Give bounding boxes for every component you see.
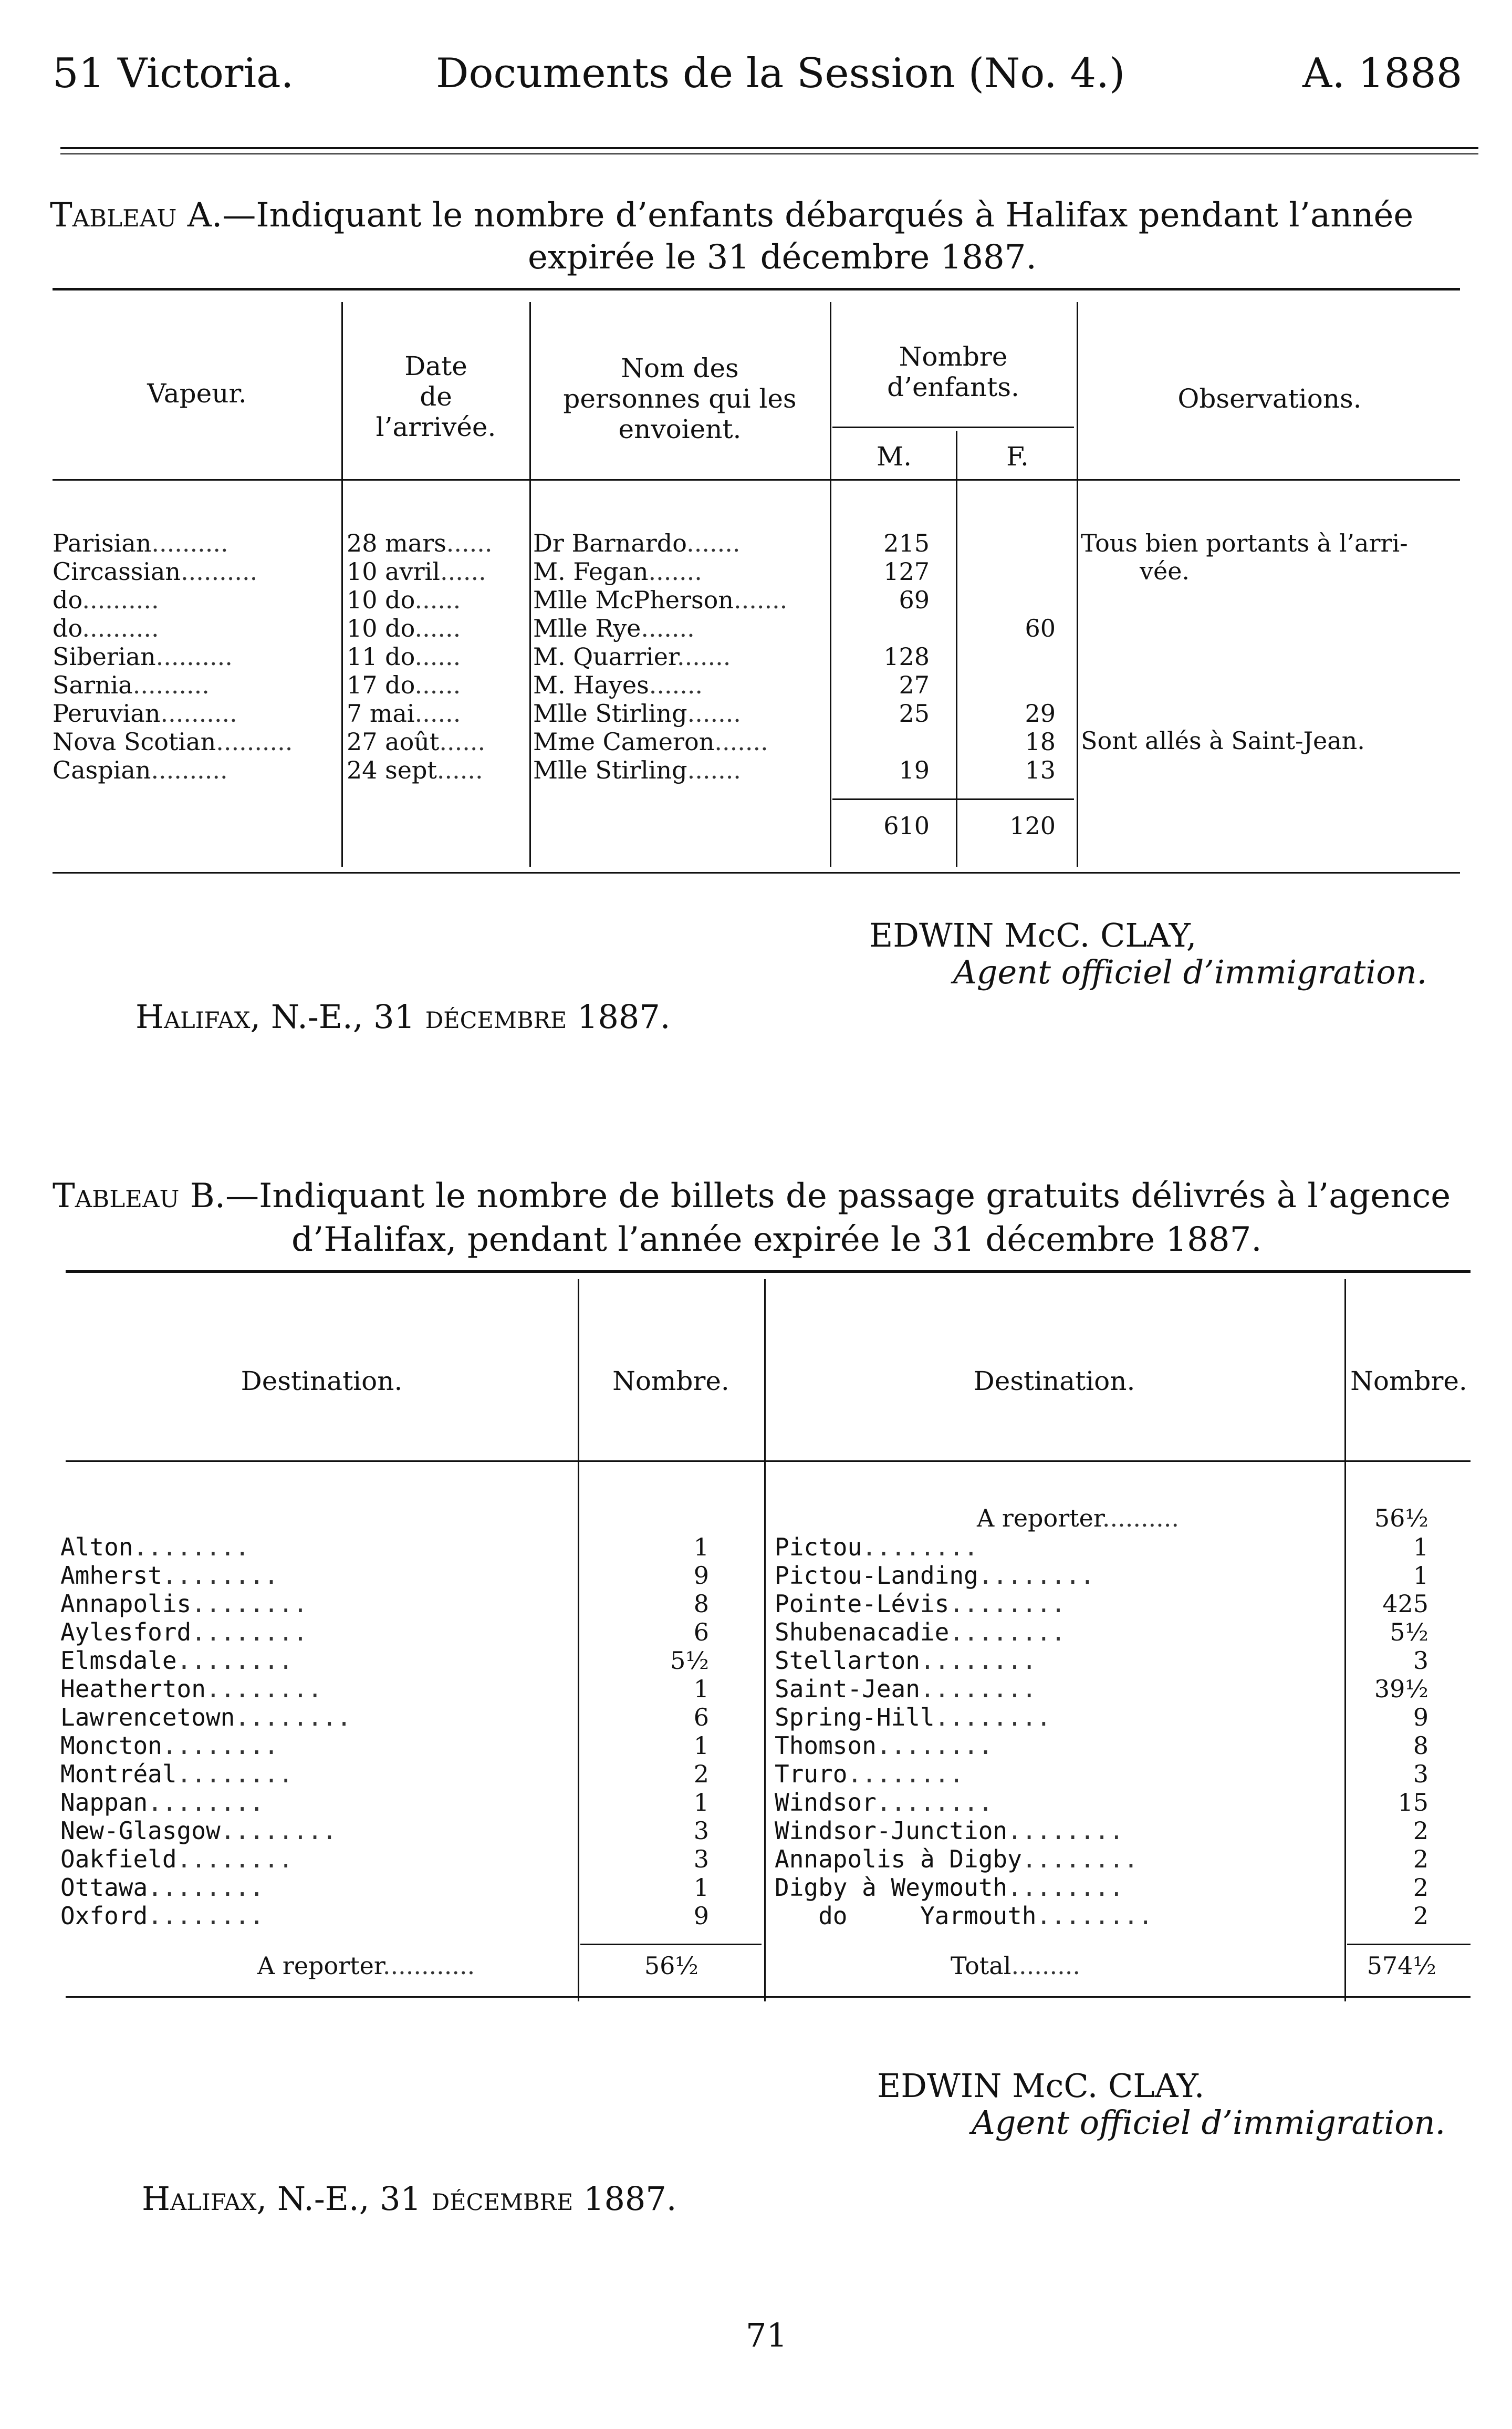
tableau-a-title-line2: expirée le 31 décembre 1887. xyxy=(528,238,1037,277)
tableau-a-vline-4 xyxy=(956,431,957,867)
row-m xyxy=(835,642,930,671)
row-m xyxy=(835,586,930,614)
count-right: 1 xyxy=(1413,1533,1428,1561)
tableau-a-vline-3 xyxy=(830,302,831,867)
row-m-text: 215 xyxy=(883,529,930,557)
destination-left: Montréal........ xyxy=(60,1760,294,1788)
count-right: 2 xyxy=(1413,1873,1428,1902)
row-date: 7 mai...... xyxy=(347,699,461,728)
destination-right: Shubenacadie........ xyxy=(775,1618,1066,1646)
destination-left: Lawrencetown........ xyxy=(60,1703,351,1731)
row-f xyxy=(961,699,1056,728)
row-nom: M. Hayes....... xyxy=(533,671,703,699)
row-m xyxy=(835,671,930,699)
destination-left: New-Glasgow........ xyxy=(60,1816,337,1845)
tableau-b-title-line2: d’Halifax, pendant l’année expirée le 31 décembre 1887. xyxy=(291,1220,1262,1259)
row-m-text: 27 xyxy=(899,671,930,699)
col-nom: Nom des personnes qui les envoient. xyxy=(563,353,797,444)
right-reporter-label: A reporter.......... xyxy=(977,1504,1180,1532)
count-right: 8 xyxy=(1413,1731,1428,1760)
destination-left: Aylesford........ xyxy=(60,1618,308,1646)
obs-1-line1: Tous bien portants à l’arri- xyxy=(1081,529,1408,557)
destination-right: Windsor-Junction........ xyxy=(775,1816,1124,1845)
col-nombre: Nombre d’enfants. xyxy=(887,341,1019,402)
tableau-b-header-rule xyxy=(66,1460,1471,1462)
destination-right: Pointe-Lévis........ xyxy=(775,1590,1066,1618)
count-left: 6 xyxy=(693,1618,709,1646)
header-left: 51 Victoria. xyxy=(53,50,294,97)
destination-left: Nappan........ xyxy=(60,1788,264,1816)
destination-left-text: Alton xyxy=(60,1533,133,1561)
row-date: 24 sept...... xyxy=(347,756,483,784)
count-left: 8 xyxy=(693,1590,709,1618)
destination-right: Truro........ xyxy=(775,1760,964,1788)
row-nom-text: M. Quarrier xyxy=(533,642,677,671)
destination-right-text: Pictou xyxy=(775,1533,862,1561)
count-right: 3 xyxy=(1413,1646,1428,1675)
count-left: 6 xyxy=(693,1703,709,1731)
right-reporter-value: 56½ xyxy=(1374,1504,1428,1532)
row-nom: Mlle Stirling....... xyxy=(533,699,741,728)
count-left: 3 xyxy=(693,1845,709,1873)
col-nombre-left: Nombre. xyxy=(612,1366,729,1396)
col-f: F. xyxy=(1006,441,1029,472)
count-left: 1 xyxy=(693,1675,709,1703)
count-right: 2 xyxy=(1413,1816,1428,1845)
destination-right: Annapolis à Digby........ xyxy=(775,1845,1139,1873)
obs-2: Sont allés à Saint-Jean. xyxy=(1081,726,1365,755)
destination-right-text: Windsor-Junction xyxy=(775,1816,1008,1845)
destination-right-text: do Yarmouth xyxy=(775,1902,1037,1930)
row-vapeur: Circassian.......... xyxy=(53,557,258,586)
tableau-a-top-rule xyxy=(53,288,1460,290)
tableau-b-signature-title: Agent officiel d’immigration. xyxy=(972,2103,1446,2142)
tableau-b-right-total-rule xyxy=(1347,1944,1471,1945)
row-nom-text: Mlle Stirling xyxy=(533,756,687,784)
tableau-b-signature-name: EDWIN McC. CLAY. xyxy=(877,2067,1205,2105)
tableau-a-bottom-rule xyxy=(53,872,1460,874)
total-f: 120 xyxy=(1009,812,1056,840)
row-date-text: 10 do xyxy=(347,614,415,642)
row-m-text: 25 xyxy=(899,699,930,728)
destination-right: Saint-Jean........ xyxy=(775,1675,1037,1703)
tableau-b-prefix: Tableau B. xyxy=(53,1177,226,1216)
row-vapeur: Siberian.......... xyxy=(53,642,233,671)
col-date: Date de l’arrivée. xyxy=(376,351,496,442)
header-rule-1 xyxy=(60,147,1478,149)
row-vapeur: Nova Scotian.......... xyxy=(53,728,293,756)
row-m-text: 127 xyxy=(883,557,930,586)
destination-left: Ottawa........ xyxy=(60,1873,264,1902)
count-right: 425 xyxy=(1382,1590,1428,1618)
tableau-a-place-date: Halifax, N.-E., 31 décembre 1887. xyxy=(135,998,671,1036)
destination-right: Pictou........ xyxy=(775,1533,978,1561)
tableau-b-top-rule xyxy=(66,1270,1471,1273)
count-left: 1 xyxy=(693,1788,709,1816)
row-nom-text: Dr Barnardo xyxy=(533,529,687,557)
row-vapeur: do.......... xyxy=(53,614,159,642)
destination-left: Moncton........ xyxy=(60,1731,279,1760)
tableau-a-header-rule xyxy=(53,479,1460,481)
destination-left-text: New-Glasgow xyxy=(60,1816,221,1845)
destination-left: Amherst........ xyxy=(60,1561,279,1590)
destination-left: Oxford........ xyxy=(60,1902,264,1930)
tableau-a-nombre-rule xyxy=(832,427,1074,428)
obs-1-line2: vée. xyxy=(1140,557,1190,585)
count-left: 5½ xyxy=(670,1646,709,1675)
row-f-text: 60 xyxy=(1025,614,1056,642)
row-f-text: 13 xyxy=(1025,756,1056,784)
row-vapeur-text: Sarnia xyxy=(53,671,133,699)
row-f xyxy=(961,728,1056,756)
count-left: 1 xyxy=(693,1533,709,1561)
row-date: 27 août...... xyxy=(347,728,486,756)
count-left: 9 xyxy=(693,1902,709,1930)
row-m-text: 128 xyxy=(883,642,930,671)
tableau-a-title-text: —Indiquant le nombre d’enfants débarqués à Halifax pendant l’année xyxy=(222,196,1414,235)
count-right: 9 xyxy=(1413,1703,1428,1731)
row-f xyxy=(961,614,1056,642)
row-f xyxy=(961,756,1056,784)
page-number: 71 xyxy=(746,2316,787,2354)
row-nom-text: M. Fegan xyxy=(533,557,649,586)
count-right: 5½ xyxy=(1390,1618,1428,1646)
count-left: 3 xyxy=(693,1816,709,1845)
destination-right-text: Pictou-Landing xyxy=(775,1561,978,1590)
tableau-b-title-text: —Indiquant le nombre de billets de passage gratuits délivrés à l’agence xyxy=(225,1177,1451,1216)
destination-left-text: Elmsdale xyxy=(60,1646,177,1675)
destination-right-text: Thomson xyxy=(775,1731,877,1760)
destination-left: Elmsdale........ xyxy=(60,1646,294,1675)
right-total-label: Total......... xyxy=(951,1951,1081,1980)
row-nom: Mlle Stirling....... xyxy=(533,756,741,784)
header-rule-2 xyxy=(60,153,1478,154)
row-date-text: 28 mars xyxy=(347,529,446,557)
row-m xyxy=(835,699,930,728)
row-nom: Mlle Rye....... xyxy=(533,614,695,642)
row-nom: Mlle McPherson....... xyxy=(533,586,788,614)
row-vapeur-text: Siberian xyxy=(53,642,156,671)
row-f-text: 18 xyxy=(1025,728,1056,756)
tableau-a-prefix: Tableau A. xyxy=(50,196,223,235)
destination-right-text: Saint-Jean xyxy=(775,1675,920,1703)
destination-left-text: Montréal xyxy=(60,1760,177,1788)
destination-right: Thomson........ xyxy=(775,1731,993,1760)
row-m xyxy=(835,756,930,784)
row-m-text: 19 xyxy=(899,756,930,784)
header-center: Documents de la Session (No. 4.) xyxy=(436,50,1125,97)
row-m-text: 69 xyxy=(899,586,930,614)
tableau-a-title-line1 xyxy=(50,193,1489,237)
destination-right: Spring-Hill........ xyxy=(775,1703,1051,1731)
row-vapeur-text: Nova Scotian xyxy=(53,728,216,756)
destination-right-text: Annapolis à Digby xyxy=(775,1845,1022,1873)
tableau-a-vline-1 xyxy=(341,302,343,867)
count-right: 39½ xyxy=(1374,1675,1428,1703)
row-m xyxy=(835,529,930,557)
col-vapeur: Vapeur. xyxy=(147,378,247,409)
destination-left-text: Heatherton xyxy=(60,1675,206,1703)
count-left: 1 xyxy=(693,1873,709,1902)
row-nom: M. Fegan....... xyxy=(533,557,702,586)
tableau-b-bottom-rule xyxy=(66,1996,1471,1998)
destination-right-text: Truro xyxy=(775,1760,848,1788)
row-vapeur-text: do xyxy=(53,586,82,614)
row-vapeur-text: Peruvian xyxy=(53,699,161,728)
destination-left: Oakfield........ xyxy=(60,1845,294,1873)
row-nom-text: M. Hayes xyxy=(533,671,649,699)
destination-right: Stellarton........ xyxy=(775,1646,1037,1675)
destination-left-text: Ottawa xyxy=(60,1873,148,1902)
row-date: 10 do...... xyxy=(347,614,461,642)
destination-right: do Yarmouth........ xyxy=(775,1902,1153,1930)
destination-left-text: Amherst xyxy=(60,1561,162,1590)
destination-right-text: Pointe-Lévis xyxy=(775,1590,950,1618)
tableau-a-total-rule xyxy=(832,798,1074,800)
row-vapeur: Peruvian.......... xyxy=(53,699,237,728)
destination-left-text: Oakfield xyxy=(60,1845,177,1873)
tableau-b-title-line1 xyxy=(53,1174,1492,1218)
col-destination-left: Destination. xyxy=(241,1366,403,1396)
row-nom-text: Mlle McPherson xyxy=(533,586,734,614)
header-right: A. 1888 xyxy=(1302,50,1463,97)
row-date-text: 7 mai xyxy=(347,699,415,728)
row-date: 10 avril...... xyxy=(347,557,486,586)
destination-left: Alton........ xyxy=(60,1533,250,1561)
row-m xyxy=(835,557,930,586)
count-right: 3 xyxy=(1413,1760,1428,1788)
tableau-b-place-date: Halifax, N.-E., 31 décembre 1887. xyxy=(142,2179,677,2218)
destination-left-text: Lawrencetown xyxy=(60,1703,235,1731)
row-date-text: 10 do xyxy=(347,586,415,614)
left-total-label: A reporter............ xyxy=(257,1951,475,1980)
row-vapeur-text: Circassian xyxy=(53,557,181,586)
col-observations: Observations. xyxy=(1177,383,1362,414)
destination-right-text: Spring-Hill xyxy=(775,1703,935,1731)
row-date-text: 27 août xyxy=(347,728,440,756)
col-nombre-right: Nombre. xyxy=(1350,1366,1467,1396)
left-total-value: 56½ xyxy=(644,1951,698,1980)
row-date-text: 10 avril xyxy=(347,557,440,586)
tableau-a-signature-title: Agent officiel d’immigration. xyxy=(953,953,1427,991)
tableau-a-signature-name: EDWIN McC. CLAY, xyxy=(869,916,1197,954)
count-left: 1 xyxy=(693,1731,709,1760)
destination-left-text: Oxford xyxy=(60,1902,148,1930)
row-vapeur: Parisian.......... xyxy=(53,529,228,557)
row-date: 17 do...... xyxy=(347,671,461,699)
count-right: 15 xyxy=(1398,1788,1428,1816)
destination-left-text: Annapolis xyxy=(60,1590,192,1618)
row-vapeur: Sarnia.......... xyxy=(53,671,210,699)
row-vapeur: do.......... xyxy=(53,586,159,614)
tableau-a-vline-2 xyxy=(529,302,531,867)
row-date: 28 mars...... xyxy=(347,529,493,557)
destination-left-text: Aylesford xyxy=(60,1618,192,1646)
destination-left: Annapolis........ xyxy=(60,1590,308,1618)
destination-right-text: Stellarton xyxy=(775,1646,920,1675)
tableau-b-vline-2 xyxy=(764,1279,766,2001)
count-right: 2 xyxy=(1413,1845,1428,1873)
row-date: 11 do...... xyxy=(347,642,461,671)
destination-left-text: Moncton xyxy=(60,1731,162,1760)
col-destination-right: Destination. xyxy=(973,1366,1135,1396)
destination-right-text: Digby à Weymouth xyxy=(775,1873,1008,1902)
total-m: 610 xyxy=(883,812,930,840)
row-f-text: 29 xyxy=(1025,699,1056,728)
row-nom: Mme Cameron....... xyxy=(533,728,768,756)
destination-left: Heatherton........ xyxy=(60,1675,322,1703)
col-m: M. xyxy=(876,441,912,472)
tableau-b-vline-1 xyxy=(578,1279,579,2001)
destination-left-text: Nappan xyxy=(60,1788,148,1816)
tableau-b-left-total-rule xyxy=(580,1944,762,1945)
destination-right-text: Shubenacadie xyxy=(775,1618,950,1646)
destination-right: Digby à Weymouth........ xyxy=(775,1873,1124,1902)
row-nom-text: Mlle Rye xyxy=(533,614,641,642)
row-vapeur-text: Caspian xyxy=(53,756,151,784)
count-left: 9 xyxy=(693,1561,709,1590)
row-date-text: 11 do xyxy=(347,642,415,671)
row-nom-text: Mlle Stirling xyxy=(533,699,687,728)
right-total-value: 574½ xyxy=(1367,1951,1436,1980)
count-right: 2 xyxy=(1413,1902,1428,1930)
row-date-text: 24 sept xyxy=(347,756,437,784)
count-right: 1 xyxy=(1413,1561,1428,1590)
row-nom-text: Mme Cameron xyxy=(533,728,715,756)
row-nom: Dr Barnardo....... xyxy=(533,529,741,557)
destination-right-text: Windsor xyxy=(775,1788,877,1816)
row-nom: M. Quarrier....... xyxy=(533,642,731,671)
row-vapeur-text: do xyxy=(53,614,82,642)
destination-right: Windsor........ xyxy=(775,1788,993,1816)
row-date-text: 17 do xyxy=(347,671,415,699)
row-vapeur-text: Parisian xyxy=(53,529,152,557)
row-vapeur: Caspian.......... xyxy=(53,756,228,784)
destination-right: Pictou-Landing........ xyxy=(775,1561,1095,1590)
row-date: 10 do...... xyxy=(347,586,461,614)
count-left: 2 xyxy=(693,1760,709,1788)
tableau-b-vline-3 xyxy=(1344,1279,1346,2001)
tableau-a-vline-5 xyxy=(1077,302,1078,867)
